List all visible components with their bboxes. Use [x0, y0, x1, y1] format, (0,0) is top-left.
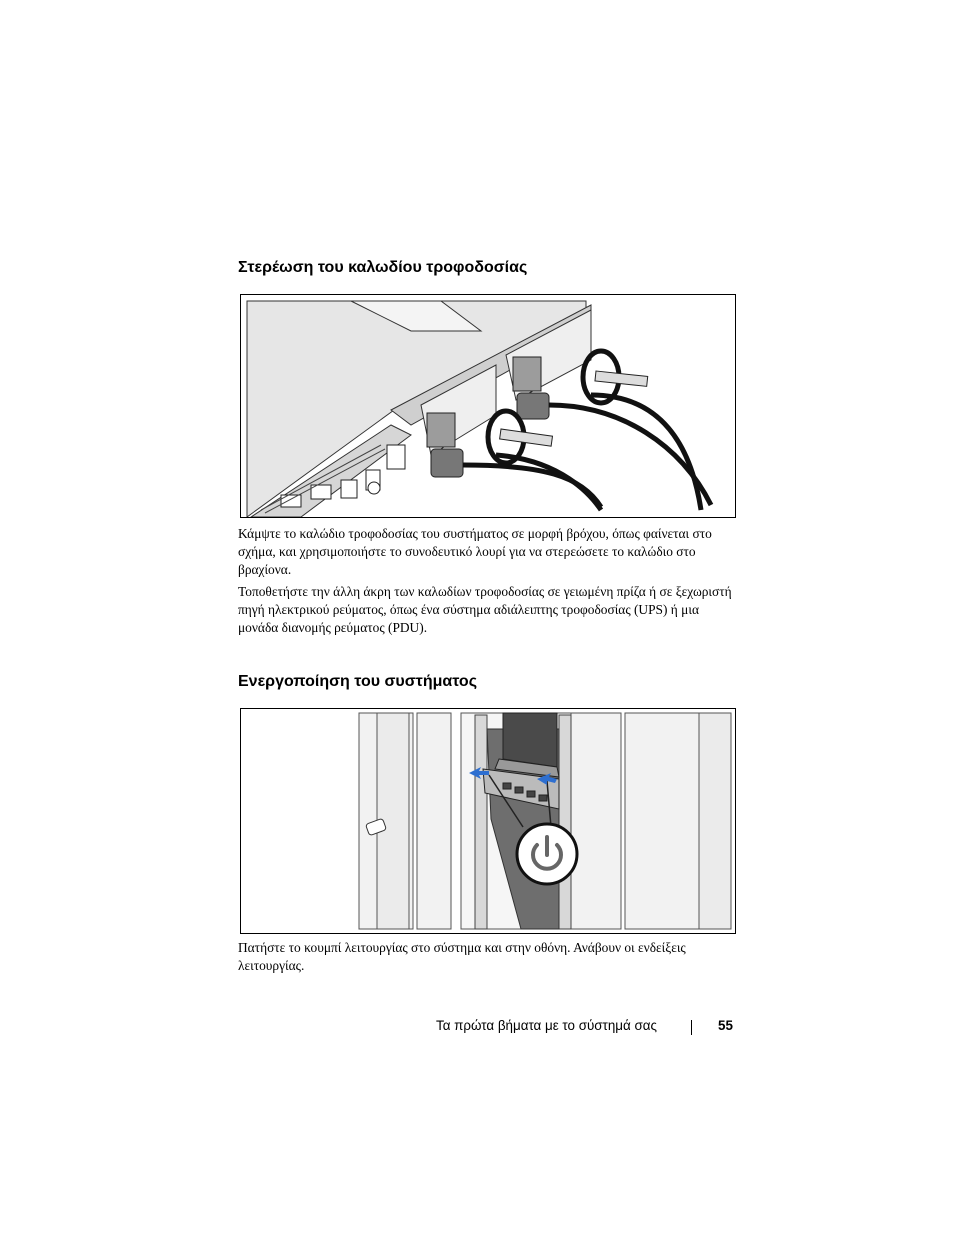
figure-power-on-system [240, 708, 736, 934]
paragraph-press-power: Πατήστε το κουμπί λειτουργίας στο σύστημα και στην οθόνη. Ανάβουν οι ενδείξεις λειτουργίας. [238, 940, 686, 973]
power-cord-illustration [241, 295, 735, 517]
section-heading-power-on: Ενεργοποίηση του συστήματος [238, 673, 478, 690]
footer-title: Τα πρώτα βήματα με το σύστημά σας [436, 1018, 657, 1033]
paragraph-loop-cord: Κάμψτε το καλώδιο τροφοδοσίας του συστήματος σε μορφή βρόχου, όπως φαίνεται στο σχήμα, και χρησιμοποιήστε το συνοδευτικό λουρί για να στερεώσετε το καλώδιο στο βραχίονα. [238, 526, 712, 577]
power-icon [517, 824, 577, 884]
footer-separator [691, 1020, 692, 1035]
page-number: 55 [718, 1018, 733, 1033]
figure-power-cord-securing [240, 294, 736, 518]
rack-illustration [241, 709, 735, 933]
paragraph-connect-outlet: Τοποθετήστε την άλλη άκρη των καλωδίων τροφοδοσίας σε γειωμένη πρίζα ή σε ξεχωριστή πηγή ηλεκτρικού ρεύματος, όπως ένα σύστημα αδιάλειπτης τροφοδοσίας (UPS) ή μια μονάδα διανομής ρεύματος (PDU). [238, 584, 732, 635]
section-heading-power-cord: Στερέωση του καλωδίου τροφοδοσίας [238, 259, 528, 276]
